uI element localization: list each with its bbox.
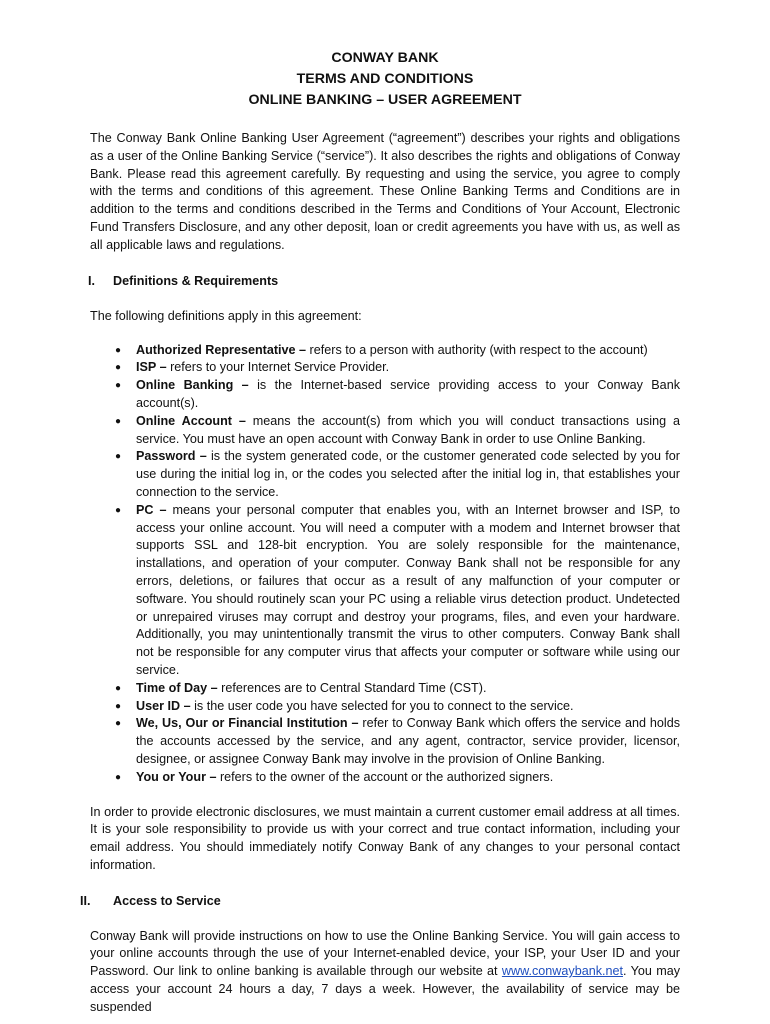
definition-term: Online Banking – [136,378,249,393]
definition-item [90,769,680,787]
definition-item [90,448,680,501]
bullet-icon: ● [115,682,122,694]
definition-item [90,715,680,768]
definition-text: means your personal computer that enables you, with an Internet browser and ISP, to access your online account. You will need a computer with a modem and Internet browser that supports SSL and 128-bit encryption. You are solely responsible for the maintenance, installations, and operation of your computer. Conway Bank shall not be responsible for any errors, deletions, or failures that occur as a result of any malfunction of your computer or software. You should routinely scan your PC using a reliable virus detection product. Undetected or unrepaired viruses may corrupt and destroy your programs, files, and even your hardware. Additionally, you may unintentionally transmit the virus to other computers. Conway Bank shall not be responsible for any computer virus that affects your computer or software while using our service. [136,502,681,677]
access-text-2: . You may access your account 24 hours a day, 7 days a week. However, the availability of service may be suspended [90,964,681,1014]
title-bank-name: CONWAY BANK [331,50,439,66]
definition-text: is the user code you have selected for you to connect to the service. [190,698,574,713]
bullet-icon: ● [115,380,122,392]
section-2-title: Access to Service [113,893,221,908]
document-title [90,48,680,111]
definition-item [90,359,680,377]
bullet-icon: ● [115,771,122,783]
definitions-intro: The following definitions apply in this agreement: [90,308,362,323]
definition-item [90,698,680,716]
definition-text: refers to your Internet Service Provider. [166,360,390,375]
bullet-icon: ● [115,718,122,730]
website-link[interactable]: www.conwaybank.net [501,964,624,979]
definition-term: Time of Day – [136,680,218,695]
document-page [80,48,681,1017]
definition-term: User ID – [136,698,191,713]
bullet-icon: ● [115,700,122,712]
definition-item [90,502,680,680]
definition-text: refers to a person with authority (with respect to the account) [306,342,648,357]
definition-term: Authorized Representative – [136,342,307,357]
bullet-icon: ● [115,362,122,374]
definition-item [90,680,680,698]
bullet-icon: ● [115,451,122,463]
definition-text: is the Internet-based service providing access to your Conway Bank account(s). [136,378,680,410]
definition-term: PC – [136,502,167,517]
section-1-number: I. [88,273,95,288]
definition-term: We, Us, Our or Financial Institution – [136,716,359,731]
bullet-icon: ● [115,415,122,427]
definition-term: Password – [136,449,207,464]
definition-text: means the account(s) from which you will conduct transactions using a service. You must have an open account with Conway Bank in order to use Online Banking. [136,413,681,446]
definition-text: references are to Central Standard Time (CST). [217,680,487,695]
section-1-title: Definitions & Requirements [113,273,279,288]
email-paragraph: In order to provide electronic disclosures, we must maintain a current customer email address at all times. It is your sole responsibility to provide us with your correct and true contact information, including your email address. You should immediately notify Conway Bank of any changes to your personal contact information. [90,804,680,872]
definition-text: refers to the owner of the account or the authorized signers. [216,769,554,784]
title-terms: TERMS AND CONDITIONS [296,71,474,87]
section-2-number: II. [80,893,91,908]
definition-item [90,377,680,413]
definition-text: is the system generated code, or the customer generated code selected by you for use during the initial log in, or the codes you selected after the initial log in, that establishes your connection to the service. [136,449,680,499]
section-1-heading [90,272,680,290]
access-text-1: Conway Bank will provide instructions on how to use the Online Banking Service. You will gain access to your online accounts through the use of your Internet-enabled device, your ISP, your User ID and your Password. Our link to online banking is available through our website at [90,928,680,979]
definition-item [90,342,680,360]
bullet-icon: ● [115,344,122,356]
definition-term: You or Your – [136,769,217,784]
definitions-list [90,342,680,787]
intro-paragraph: The Conway Bank Online Banking User Agreement (“agreement”) describes your rights and obligations as a user of the Online Banking Service (“service”). It also describes the rights and obligations of Conway Bank. Please read this agreement carefully. By requesting and using the service, you agree to comply with the terms and conditions of this agreement. These Online Banking Terms and Conditions are in addition to the terms and conditions described in the Terms and Conditions of Your Account, Electronic Fund Transfers Disclosure, and any other deposit, loan or credit agreements you have with us, as well as all applicable laws and regulations. [90,131,680,252]
definition-item [90,413,680,449]
definition-term: ISP – [136,360,167,375]
section-2-heading [80,892,680,910]
definition-term: Online Account – [136,413,246,428]
title-agreement: ONLINE BANKING – USER AGREEMENT [248,92,522,108]
bullet-icon: ● [115,504,122,516]
access-paragraph [90,928,680,1017]
definition-text: refer to Conway Bank which offers the service and holds the accounts accessed by the service, and any agent, contractor, service provider, licensor, designee, or assignee Conway Bank may involve in the provision of Online Banking. [136,716,681,766]
